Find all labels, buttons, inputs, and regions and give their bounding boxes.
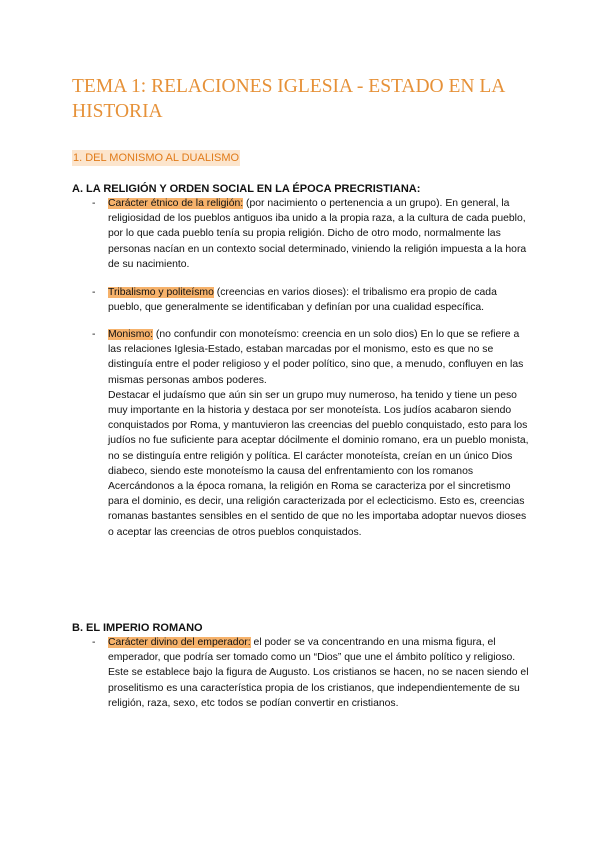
list-item-caracter-etnico [92,196,530,272]
section-a-heading: A. LA RELIGIÓN Y ORDEN SOCIAL EN LA ÉPOCA PRECRISTIANA: [72,183,421,195]
item-text: (creencias en varios dioses): el tribalismo era propio de cada pueblo, que generalmente se identificaban y definían por una cualidad específica. [108,287,497,314]
bullet-dash: - [92,198,96,209]
item-paragraph-roma: Acercándonos a la época romana, la religión en Roma se caracteriza por el sincretismo para el dominio, es decir, una religión caracterizada por el eclecticismo. Esto es, creencias romanas bastantes sensibles en el sentido de que no les importaba adoptar nuevos dioses o aceptar las creencias de otros pueblos conquistados. [108,481,527,538]
section-subtitle: 1. DEL MONISMO AL DUALISMO [73,152,240,164]
section-b-heading: B. EL IMPERIO ROMANO [72,622,203,634]
item-text: (por nacimiento o pertenencia a un grupo). En general, la religiosidad de los pueblos antiguos iba unido a la propia raza, a la cultura de cada pueblo, por lo que cada pueblo tenía su propia religión. Dicho de otro modo, normalmente las personas nacían en un contexto social determinado, viniendo la religión impuesta a la hora de su nacimiento. [108,198,527,270]
item-text: (no confundir con monoteísmo: creencia en un solo dios) En lo que se refiere a las relaciones Iglesia-Estado, estaban marcadas por el monismo, esto es que no se distinguía entre el poder religioso y el poder político, sino que, a menudo, confluyen en las mismas personas ambos poderes. [108,329,524,386]
document-title: TEMA 1: RELACIONES IGLESIA - ESTADO EN LA HISTORIA [72,76,505,122]
highlight-term: Carácter divino del emperador: [108,637,251,648]
item-text: el poder se va concentrando en una misma figura, el emperador, que podría ser tomado como un “Dios” que une el ámbito político y religioso. Este se establece bajo la figura de Augusto. Los cristianos se hacen, no se nacen siendo el proselitismo es una característica propia de los cristianos, que independientemente de su religión, raza, sexo, etc todos se podían convertir en cristianos. [108,637,529,709]
bullet-dash: - [92,637,96,648]
highlight-term: Tribalismo y politeísmo [108,287,214,298]
highlight-term: Monismo: [108,329,154,340]
bullet-dash: - [92,287,96,298]
list-item-monismo [92,327,530,540]
bullet-dash: - [92,329,96,340]
item-paragraph-judaismo: Destacar el judaísmo que aún sin ser un grupo muy numeroso, ha tenido y tiene un peso muy importante en la historia y destaca por ser monoteísta. Los judíos acabaron siendo conquistados por Roma, y mantuvieron las creencias del pueblo conquistado, esto para los judíos no fue suficiente para aceptar dócilmente el dominio romano, era un pueblo monista, no se distinguía entre religión y política. El carácter monoteísta, creían en un único Dios diabeco, siendo este monoteísmo la causa del enfrentamiento con los romanos [108,389,529,477]
list-item-tribalismo [92,285,530,315]
list-item-caracter-divino [92,635,530,711]
highlight-term: Carácter étnico de la religión: [108,198,244,209]
